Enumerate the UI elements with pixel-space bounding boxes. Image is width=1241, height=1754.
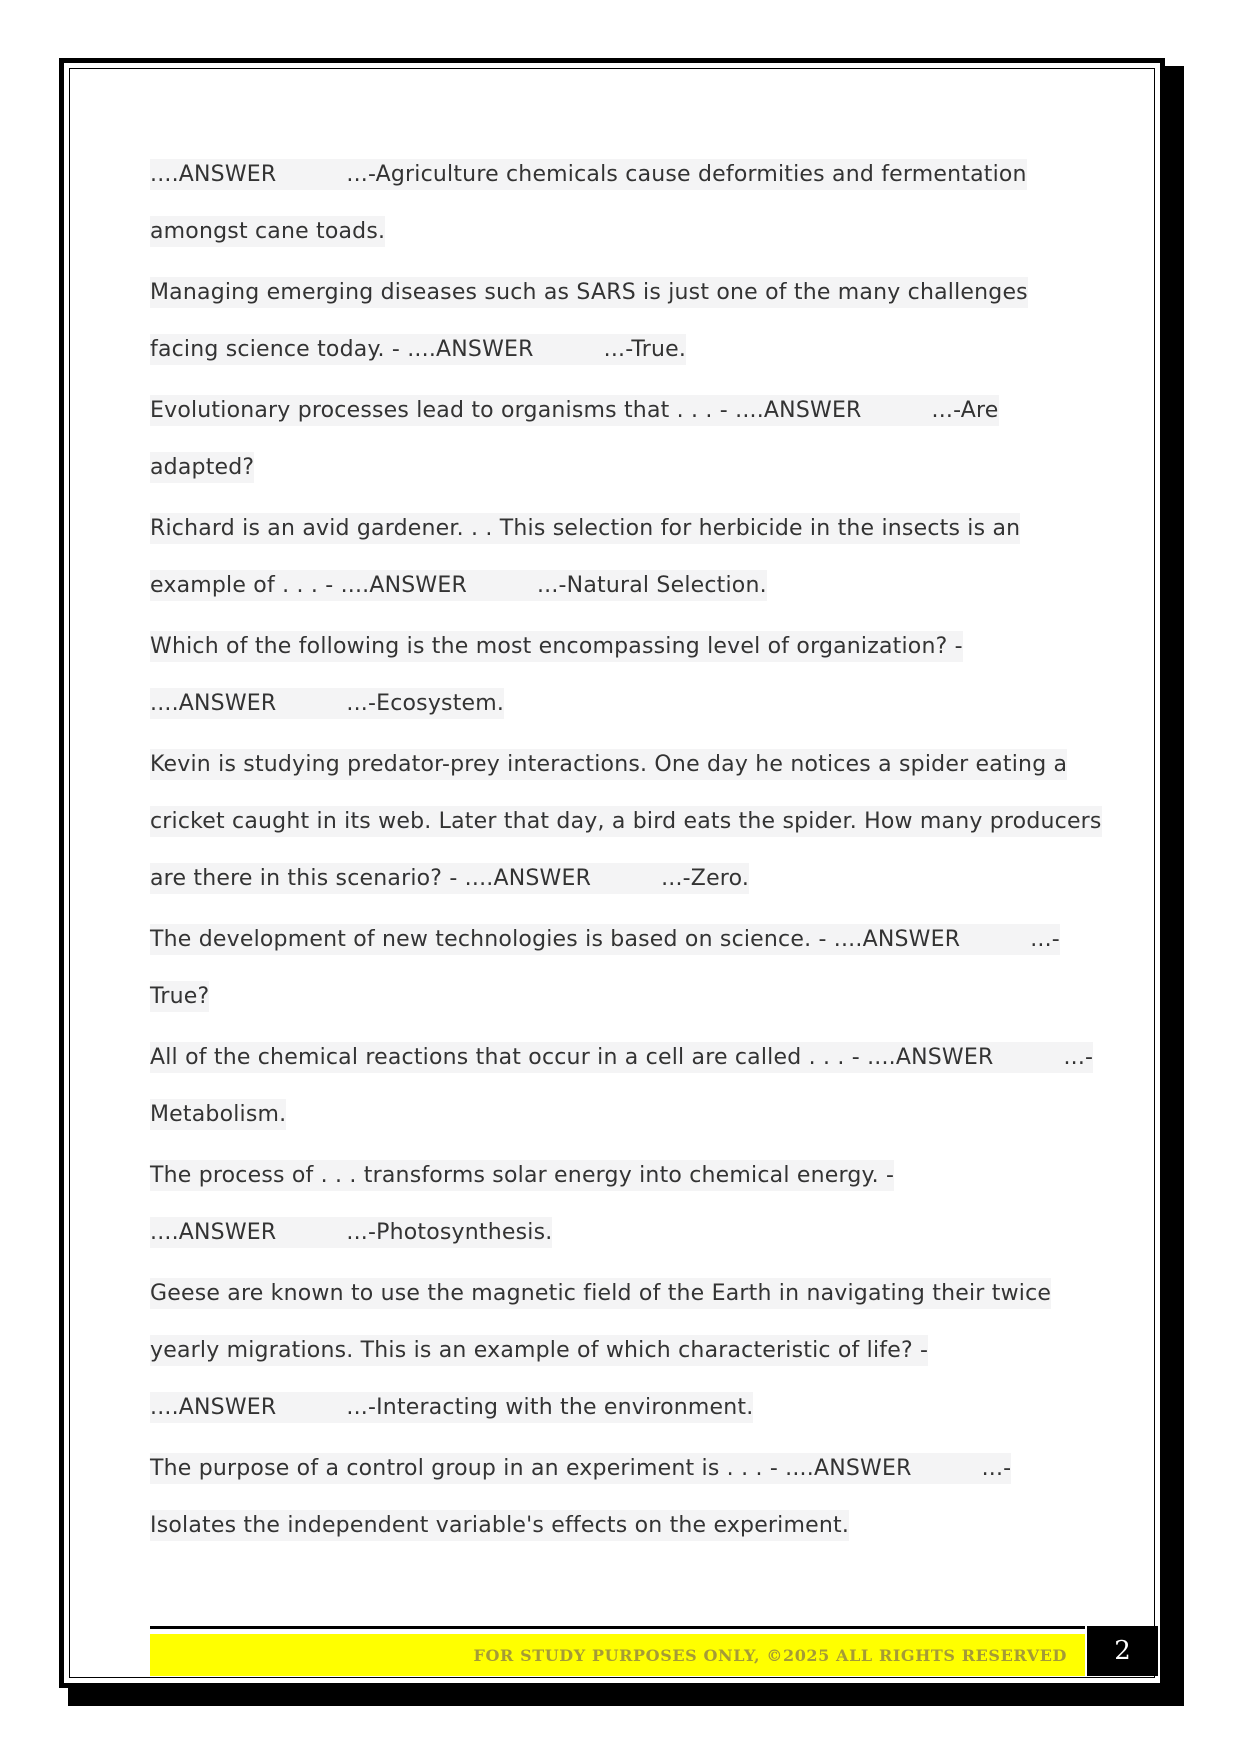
text-line [150, 675, 1090, 732]
question-text: Which of the following is the most encompassing level of organization? - [150, 631, 963, 662]
answer-text: ...-Agriculture chemicals cause deformities and fermentation [346, 162, 1027, 187]
question-text: cricket caught in its web. Later that day, a bird eats the spider. How many producers [150, 806, 1102, 837]
text-line [150, 968, 1090, 1025]
text-line [150, 793, 1102, 850]
question-text: facing science today. - ....ANSWER [150, 337, 534, 362]
qa-item [150, 618, 1090, 732]
text-line [150, 203, 1090, 260]
text-line [150, 321, 1090, 378]
answer-marker: ....ANSWER [150, 1220, 277, 1245]
text-line [150, 500, 1090, 557]
qa-item [150, 264, 1090, 378]
footer-rule [150, 1626, 1085, 1629]
text-line [150, 1440, 1090, 1497]
qa-item [150, 382, 1090, 496]
text-line [150, 1147, 1090, 1204]
qa-item [150, 736, 1102, 907]
question-text: Kevin is studying predator-prey interactions. One day he notices a spider eating a [150, 749, 1067, 780]
question-text: The process of . . . transforms solar energy into chemical energy. - [150, 1160, 894, 1191]
text-line [150, 146, 1090, 203]
answer-text: True? [150, 981, 209, 1012]
answer-marker: ....ANSWER [150, 162, 277, 187]
page-number: 2 [1087, 1626, 1158, 1676]
text-line [150, 557, 1090, 614]
answer-text: ...- [1030, 927, 1060, 952]
question-text: Geese are known to use the magnetic field of the Earth in navigating their twice [150, 1278, 1051, 1309]
text-line [150, 1322, 1090, 1379]
text-line [150, 264, 1090, 321]
answer-marker: ....ANSWER [150, 691, 277, 716]
qa-item [150, 911, 1090, 1025]
text-line [150, 1029, 1094, 1086]
qa-item [150, 1029, 1094, 1143]
answer-text: ...- [981, 1456, 1012, 1481]
text-line [150, 1265, 1090, 1322]
answer-text: Isolates the independent variable's effects on the experiment. [150, 1510, 849, 1541]
answer-text: Metabolism. [150, 1099, 286, 1130]
text-line [150, 911, 1090, 968]
text-line [150, 1497, 1090, 1554]
answer-marker: ....ANSWER [150, 1395, 277, 1420]
answer-text: ...-Ecosystem. [346, 691, 505, 716]
qa-item [150, 1265, 1090, 1436]
answer-text: ...- [1063, 1045, 1094, 1070]
answer-text: ...-Are [931, 398, 999, 423]
qa-list [150, 146, 1102, 1558]
question-text: yearly migrations. This is an example of which characteristic of life? - [150, 1335, 928, 1366]
text-line [150, 1086, 1090, 1143]
question-text: The development of new technologies is based on science. - ....ANSWER [150, 927, 961, 952]
answer-text: ...-Photosynthesis. [346, 1220, 553, 1245]
text-line [150, 382, 1090, 439]
footer-band [150, 1634, 1085, 1676]
question-text: example of . . . - ....ANSWER [150, 573, 467, 598]
page-footer [150, 1626, 1158, 1680]
answer-text: ...-Zero. [661, 866, 750, 891]
text-line [150, 736, 1090, 793]
text-line [150, 1204, 1090, 1261]
question-text: are there in this scenario? - ....ANSWER [150, 866, 592, 891]
answer-text: ...-True. [603, 337, 687, 362]
qa-item [150, 146, 1090, 260]
footer-notice: FOR STUDY PURPOSES ONLY, ©2025 ALL RIGHTS RESERVED [473, 1645, 1067, 1665]
question-text: Evolutionary processes lead to organisms that . . . - ....ANSWER [150, 398, 862, 423]
qa-item [150, 500, 1090, 614]
text-line [150, 439, 1090, 496]
text-line [150, 618, 1090, 675]
answer-text: ...-Natural Selection. [536, 573, 767, 598]
answer-text: ...-Interacting with the environment. [346, 1395, 754, 1420]
qa-item [150, 1147, 1090, 1261]
answer-text: amongst cane toads. [150, 216, 385, 247]
question-text: Richard is an avid gardener. . . This selection for herbicide in the insects is an [150, 513, 1020, 544]
text-line [150, 1379, 1090, 1436]
answer-text: adapted? [150, 452, 254, 483]
qa-item [150, 1440, 1090, 1554]
question-text: All of the chemical reactions that occur in a cell are called . . . - ....ANSWER [150, 1045, 994, 1070]
text-line [150, 850, 1090, 907]
question-text: Managing emerging diseases such as SARS is just one of the many challenges [150, 277, 1028, 308]
question-text: The purpose of a control group in an experiment is . . . - ....ANSWER [150, 1456, 912, 1481]
